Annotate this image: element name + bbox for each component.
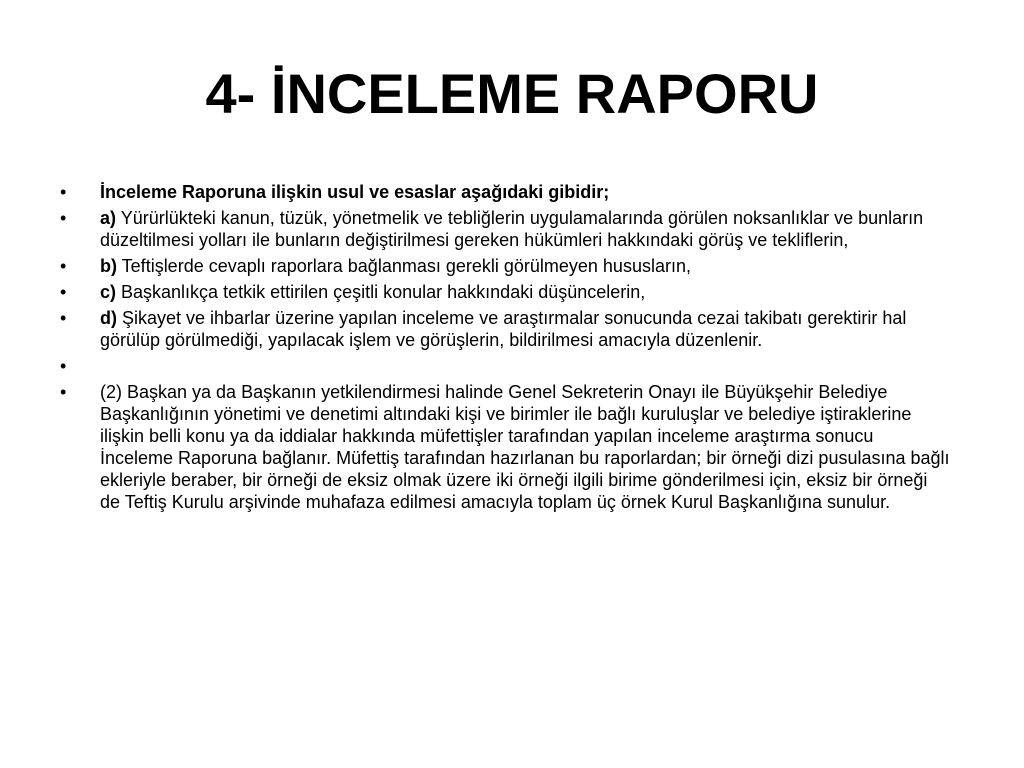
- list-item: [60, 181, 950, 203]
- item-text: Teftişlerde cevaplı raporlara bağlanması gerekli görülmeyen hususların,: [117, 256, 691, 276]
- bullet-icon: •: [60, 308, 67, 328]
- bullet-list: [60, 181, 950, 517]
- bullet-icon: •: [60, 382, 67, 402]
- list-item: [60, 381, 950, 513]
- list-item-empty: [60, 355, 950, 377]
- item-lead: d): [100, 308, 117, 328]
- list-item: [60, 281, 950, 303]
- item-lead: a): [100, 208, 117, 228]
- bullet-icon: •: [60, 208, 67, 228]
- bullet-icon: •: [60, 282, 67, 302]
- item-text: (2) Başkan ya da Başkanın yetkilendirmesi halinde Genel Sekreterin Onayı ile Büyükşehir Belediye Başkanlığının yönetimi ve denetimi altındaki kişi ve birimler ile bağlı kuruluşlar ve belediye iştiraklerine ilişkin belli konu ya da iddialar hakkında müfettişler tarafından yapılan inceleme araştırma sonucu İnceleme Raporuna bağlanır. Müfettiş tarafından hazırlanan bu raporlardan; bir örneği dizi pusulasına bağlı ekleriyle beraber, bir örneği de eksiz olmak üzere iki örneği ilgili birime gönderilmesi için, eksiz bir örneği de Teftiş Kurulu arşivinde muhafaza edilmesi amacıyla toplam üç örnek Kurul Başkanlığına sunulur.: [100, 382, 950, 512]
- item-text: Şikayet ve ihbarlar üzerine yapılan inceleme ve araştırmalar sonucunda cezai takibatı gerektirir hal görülüp görülmediği, yapılacak işlem ve görüşlerin, bildirilmesi amacıyla düzenlenir.: [100, 308, 907, 350]
- item-lead: b): [100, 256, 117, 276]
- bullet-icon: •: [60, 256, 67, 276]
- item-text: Yürürlükteki kanun, tüzük, yönetmelik ve tebliğlerin uygulamalarında görülen noksanlıklar ve bunların düzeltilmesi yolları ile bunların değiştirilmesi gereken hükümleri hakkındaki görüş ve tekliflerin,: [100, 208, 924, 250]
- item-text: Başkanlıkça tetkik ettirilen çeşitli konular hakkındaki düşüncelerin,: [116, 282, 646, 302]
- list-item: [60, 307, 950, 351]
- item-lead: İnceleme Raporuna ilişkin usul ve esaslar aşağıdaki gibidir;: [100, 182, 610, 202]
- list-item: [60, 207, 950, 251]
- list-item: [60, 255, 950, 277]
- item-lead: c): [100, 282, 117, 302]
- slide-title: 4- İNCELEME RAPORU: [205, 62, 819, 125]
- bullet-icon: •: [60, 182, 67, 202]
- bullet-icon: •: [60, 356, 67, 376]
